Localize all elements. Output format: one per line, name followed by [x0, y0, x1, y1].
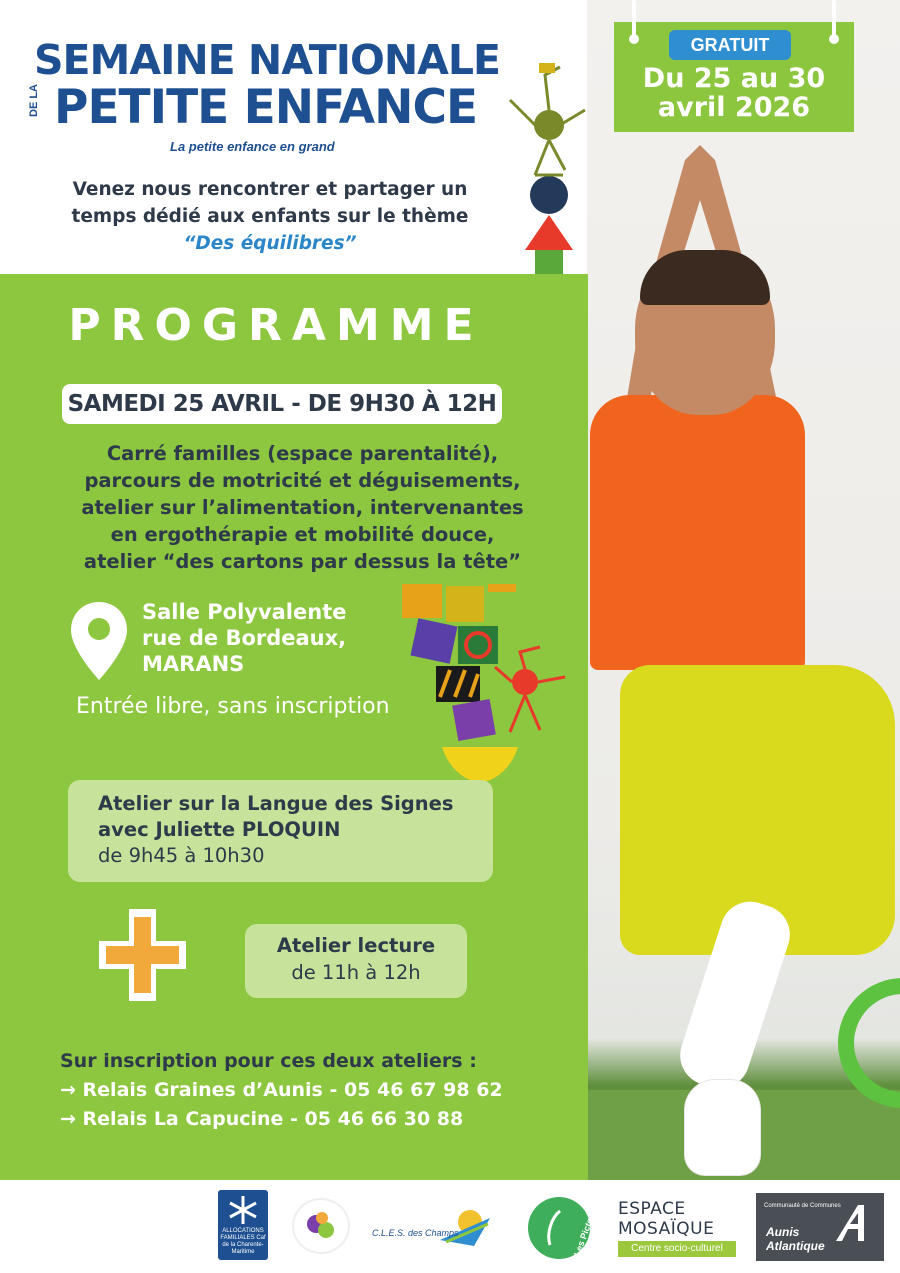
child-hair [640, 250, 770, 305]
logo-de-la: DE LA [28, 84, 40, 117]
venue-address [142, 599, 346, 677]
registration-contact: → Relais Graines d’Aunis - 05 46 67 98 62 [60, 1079, 503, 1101]
caf-text: ALLOCATIONS FAMILIALES Caf de la Charente-Maritime [220, 1228, 266, 1255]
venue-street: rue de Bordeaux, [142, 626, 347, 650]
badge-pin-left [632, 0, 636, 42]
aunis-atlantique-logo [756, 1193, 884, 1261]
logo-title-line1: SEMAINE NATIONALE [34, 36, 501, 84]
child-shirt [590, 395, 805, 670]
registration-info [60, 1047, 580, 1134]
registration-heading: Sur inscription pour ces deux ateliers : [60, 1050, 477, 1072]
date-badge [614, 22, 854, 132]
badge-pin-right [832, 0, 836, 42]
lsf-title-line1: Atelier sur la Langue des Signes [98, 792, 454, 815]
cles-des-champs-logo [370, 1198, 510, 1253]
event-dates-line2: avril 2026 [657, 92, 811, 123]
mosaique-subtitle: Centre socio-culturel [618, 1241, 736, 1257]
reading-workshop-title: Atelier lecture [276, 934, 436, 957]
cca-a-icon [832, 1201, 876, 1245]
activity-line: parcours de motricité et déguisements, [84, 469, 521, 492]
program-title: PROGRAMME [68, 300, 484, 351]
logo-title-line2: PETITE ENFANCE [54, 80, 478, 135]
stacked-blocks-illustration [400, 582, 580, 787]
sign-language-workshop-time: de 9h45 à 10h30 [98, 844, 265, 867]
program-date: SAMEDI 25 AVRIL - DE 9H30 À 12H [62, 384, 502, 424]
event-logo [20, 22, 510, 162]
event-dates-line1: Du 25 au 30 [642, 63, 826, 94]
free-label: GRATUIT [669, 30, 791, 60]
intro-text [50, 176, 490, 257]
relais-petite-enfance-logo [292, 1198, 350, 1254]
reading-workshop-card [245, 924, 467, 998]
caf-logo [218, 1190, 268, 1260]
les-pictons-logo [528, 1197, 599, 1259]
cca-name [766, 1225, 825, 1253]
activities-list [30, 440, 575, 575]
reading-workshop-time: de 11h à 12h [291, 961, 421, 984]
venue-town: MARANS [142, 652, 245, 676]
mosaique-line1: ESPACE [618, 1199, 686, 1219]
sign-language-workshop-title [98, 791, 453, 843]
pictons-text: Les Pictons [571, 1206, 599, 1258]
activity-line: en ergothérapie et mobilité douce, [110, 523, 495, 546]
logo-tagline: La petite enfance en grand [170, 139, 335, 154]
registration-contact: → Relais La Capucine - 05 46 66 30 88 [60, 1108, 464, 1130]
activity-line: atelier sur l’alimentation, intervenantes [81, 496, 524, 519]
activity-line: Carré familles (espace parentalité), [106, 442, 499, 465]
cca-line2: Atlantique [766, 1239, 825, 1253]
intro-theme: “Des équilibres” [183, 233, 357, 254]
mosaique-line2: MOSAÏQUE [618, 1219, 715, 1239]
plus-icon [95, 905, 190, 1005]
cca-top-text: Communauté de Communes [764, 1203, 841, 1209]
cles-text: C.L.E.S. des Champs [372, 1228, 459, 1238]
event-dates [614, 64, 854, 122]
mosaique-name [618, 1199, 714, 1239]
activity-line: atelier “des cartons par dessus la tête” [83, 550, 522, 573]
balance-totem-illustration [505, 55, 595, 280]
cca-line1: Aunis [766, 1225, 800, 1239]
venue-name: Salle Polyvalente [142, 600, 347, 624]
location-pin-icon [68, 600, 130, 682]
entry-info: Entrée libre, sans inscription [76, 694, 390, 719]
caf-snowflake-icon [218, 1190, 268, 1230]
child-sock [685, 1080, 760, 1175]
lsf-title-line2: avec Juliette PLOQUIN [98, 818, 341, 841]
espace-mosaique-logo [614, 1195, 738, 1261]
intro-sentence: Venez nous rencontrer et partager un temps dédié aux enfants sur le thème [71, 179, 469, 227]
